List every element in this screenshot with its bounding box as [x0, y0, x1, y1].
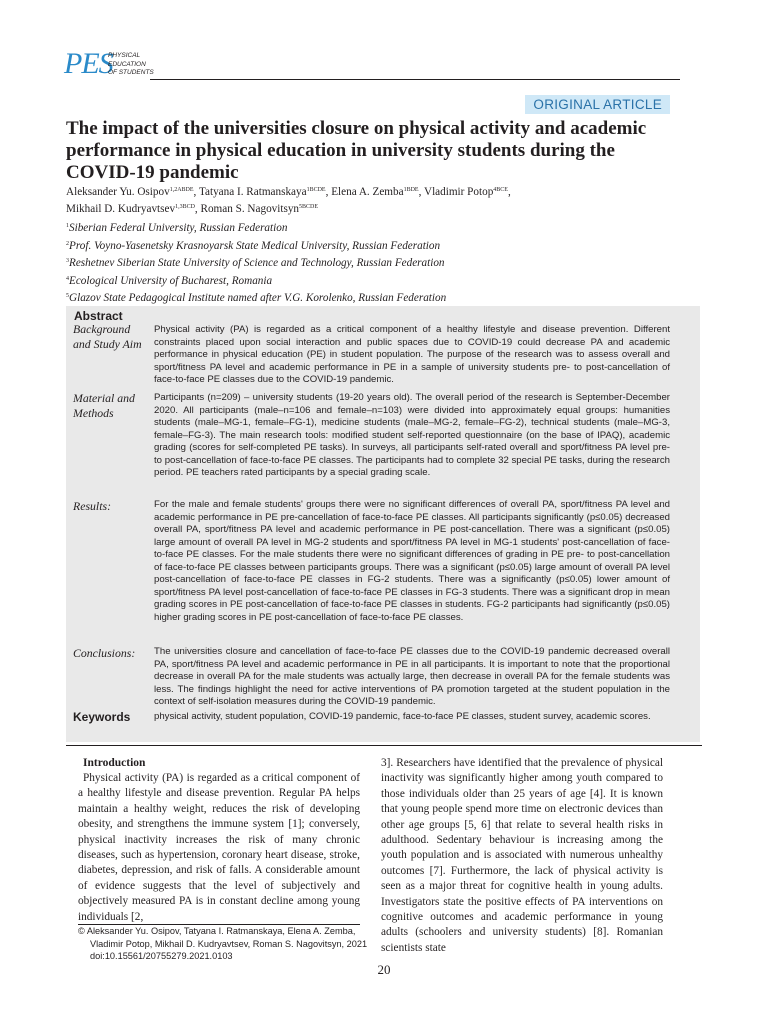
affiliation-number: 5	[66, 293, 69, 299]
copyright-footnote	[78, 925, 368, 963]
methods-label: Material and Methods	[73, 391, 135, 420]
affiliation-item	[66, 254, 686, 272]
affiliation-item	[66, 237, 686, 255]
doi-link[interactable]: doi:10.15561/20755279.2021.0103	[90, 951, 233, 961]
article-title: The impact of the universities closure on physical activity and academic performance in physical education in university students during the COVID-19 pandemic	[66, 118, 647, 183]
body-paragraph: Physical activity (PA) is regarded as a critical component of a healthy lifestyle and disease prevention. Regular PA helps maintain a healthy weight, reduces the risk of developing obesity, and strengthens the immune system [1]; conversely, physical inactivity increases the risk of many chronic diseases, such as hypertension, coronary heart disease, stroke, diabetes, depression, and risk of falls. A considerable amount of evidence suggests that the level of subjectively and objectively measured PA is in constant decline among young individuals [2,	[78, 772, 360, 923]
affiliation-item	[66, 219, 686, 237]
author-separator: ,	[193, 186, 199, 198]
background-label: Background and Study Aim	[73, 322, 142, 351]
author-separator: ,	[325, 186, 332, 198]
affiliation-text: Reshetnev Siberian State University of Science and Technology, Russian Federation	[69, 257, 445, 269]
methods-text: Participants (n=209) – university students (19-20 years old). The overall period of the research is September-December 2020. All participants (male–n=106 and female–n=103) were divided into approximately equal groups: humanities students (male–MG-1, female–FG-1), medicine students (male–MG-2, female–FG-2), technical students (male–MG-3, female–FG-3). The main research tools: modified student self-reported questionnaire (on the base of IPAQ), academic grading (scores for self-completed PE tasks). In surveys, all participants self-rated overall and sport/fitness PA level pre- to post-cancellation of face-to-face PE classes. The participants had to complete 32 special PE tasks, during the research period. PE teachers rated participants by a special grading scale.	[154, 392, 670, 478]
author-affiliation-marker: 1BDE	[403, 187, 419, 193]
footnote-line: © Aleksander Yu. Osipov, Tatyana I. Ratmanskaya, Elena A. Zemba,	[78, 926, 356, 936]
affiliation-item	[66, 289, 686, 307]
author-separator: ,	[418, 186, 424, 198]
logo-line: PHYSICAL	[108, 52, 141, 59]
author-affiliation-marker: 1,2ABDE	[169, 187, 194, 193]
footnote-line: Vladimir Potop, Mikhail D. Kudryavtsev, Roman S. Nagovitsyn, 2021	[90, 938, 368, 949]
background-text: Physical activity (PA) is regarded as a critical component of a healthy lifestyle and disease prevention. Different constraints placed upon social interaction and public spaces due to COVID-19 could decrease PA and academic performance in physical education (PE) in student population. The purpose of the research was to assess overall and sport/fitness PA level and academic performance in PE in a sample of university students pre- to post-cancellation of face-to-face PE classes due to the COVID-19 pandemic.	[154, 324, 670, 385]
affiliation-number: 4	[66, 275, 69, 282]
header-divider	[150, 79, 680, 80]
author-name[interactable]: Aleksander Yu. Osipov	[66, 186, 170, 198]
author-name[interactable]: Vladimir Potop	[423, 186, 494, 198]
article-type-badge: ORIGINAL ARTICLE	[525, 95, 670, 114]
keywords-text: physical activity, student population, COVID-19 pandemic, face-to-face PE classes, student survey, academic scores.	[154, 711, 651, 722]
keywords-label: Keywords	[73, 710, 131, 724]
affiliation-text: Glazov State Pedagogical Institute named after V.G. Korolenko, Russian Federation	[69, 292, 447, 304]
logo-line: EDUCATION	[108, 60, 146, 68]
conclusions-label: Conclusions:	[73, 646, 136, 660]
author-name[interactable]: Roman S. Nagovitsyn	[200, 203, 300, 215]
results-label: Results:	[73, 499, 112, 513]
affiliation-text: Siberian Federal University, Russian Federation	[69, 222, 288, 234]
affiliation-number: 3	[66, 258, 69, 264]
author-affiliation-marker: 5BCDE	[299, 204, 319, 210]
body-column-left	[78, 756, 360, 925]
author-name[interactable]: Elena A. Zemba	[331, 186, 404, 198]
author-affiliation-marker: 1,3BCD	[175, 204, 195, 210]
abstract-box	[66, 306, 700, 742]
body-column-right	[381, 756, 663, 956]
author-separator: ,	[194, 203, 201, 215]
logo-text	[108, 52, 154, 78]
author-name[interactable]: Tatyana I. Ratmanskaya	[198, 186, 307, 198]
results-text: For the male and female students' groups there were no significant differences of overall PA, sport/fitness PA level and academic performance in PE pre-cancellation of face-to-face PE classes. All participants significantly (p≤0.05) decreased overall PA, sport/fitness PA level and academic performance in PE post-cancellation. There was a significant (p≤0.05) large amount of overall PA level in MG-2 students and sport/fitness PA level in MG-1 students' post-cancellation of face-to-face PE classes. For the male students there were no significant differences of grading in PE pre- to post-cancellation of face-to-face PE classes between participants groups. There was a significant (p≤0.05) large amount of overall PA level post-cancellation of face-to-face PE classes in FG-2 students. There was a significantly (p≤0.05) lower amount of sport/fitness PA level post-cancellation of face-to-face PE classes in FG-3 students. There was a significant drop in mean grading scores in PE post-cancellation of face-to-face PE classes in students. FG-2 participants had significantly (p≤0.05) higher grading scores in PE post-cancellation of face-to-face PE classes.	[154, 499, 670, 623]
journal-logo	[64, 48, 164, 84]
author-affiliation-marker: 4BCE	[493, 187, 508, 193]
affiliation-number: 2	[66, 240, 69, 247]
page-number: 20	[377, 962, 391, 977]
logo-mark: PES	[64, 47, 113, 80]
author-name[interactable]: Mikhail D. Kudryavtsev	[66, 203, 176, 215]
body-paragraph: 3]. Researchers have identified that the prevalence of physical inactivity was significantly higher among youth compared to those individuals older than 25 years of age [4]. It is known that young people spend more time on electronic devices than other age groups [5, 6] that relate to several health risks in adulthood. Sedentary behaviour is increasing among the youth population and is associated with numerous unhealthy outcomes [7]. Furthermore, the lack of physical activity is seen as a major threat for cognitive health in young adults. Investigators state the positive effects of PA interventions on cognitive outcomes and academic performance in young adults (schoolers and university students) [8]. Romanian scientists state	[381, 757, 663, 954]
section-divider	[66, 745, 702, 746]
section-heading-introduction: Introduction	[83, 757, 146, 769]
affiliation-text: Prof. Voyno-Yasenetsky Krasnoyarsk State Medical University, Russian Federation	[69, 239, 441, 252]
conclusions-text: The universities closure and cancellation of face-to-face PE classes due to the COVID-19 pandemic decreased overall PA, sport/fitness PA level and academic performance in PE in all participants. It is important to note that the proportional decrease in overall PA for the male students was actually large, then decrease in overall PA for the female students was less. The findings highlight the need for active interventions of PA promotion targeted at the student population in the context of self-isolation measures during the COVID-19 pandemic.	[154, 646, 670, 707]
author-separator: ,	[507, 186, 511, 198]
logo-line: OF STUDENTS	[108, 69, 154, 76]
author-list	[66, 183, 686, 217]
affiliation-item	[66, 272, 686, 290]
affiliation-number: 1	[66, 223, 69, 229]
affiliation-text: Ecological University of Bucharest, Romania	[69, 274, 273, 287]
abstract-heading: Abstract	[74, 309, 123, 323]
affiliation-list	[66, 219, 686, 307]
author-affiliation-marker: 1BCDE	[306, 187, 326, 193]
